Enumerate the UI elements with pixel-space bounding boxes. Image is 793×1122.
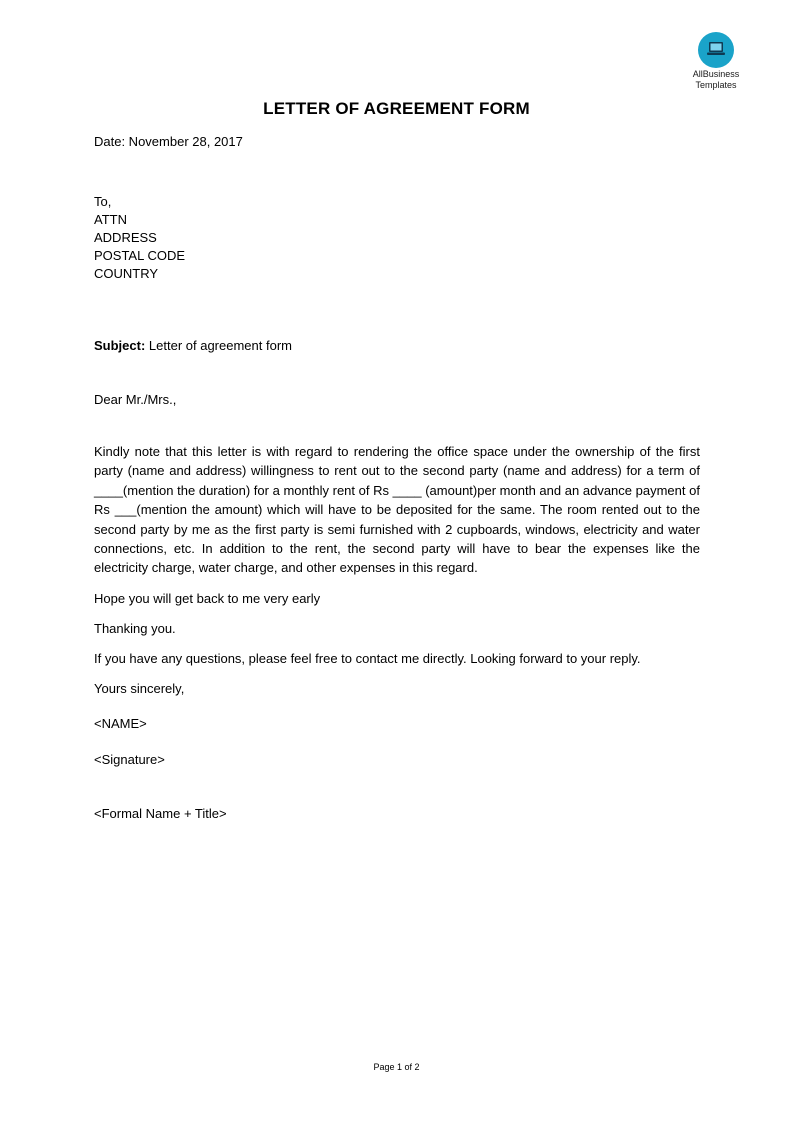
closing-thanking: Thanking you. <box>94 621 176 636</box>
allbusiness-logo <box>686 32 746 90</box>
subject-text: Letter of agreement form <box>145 338 292 353</box>
closing-signature: <Signature> <box>94 752 165 767</box>
subject-line <box>94 337 292 355</box>
logo-text-line1: AllBusiness <box>692 69 740 79</box>
body-paragraph: Kindly note that this letter is with regard to rendering the office space under the ownership of the first party (name and address) willingness to rent out to the second party (name and address) for a term of ____(mention the duration) for a monthly rent of Rs ____ (amount)per month and an advance payment of Rs ___(mention the amount) which will have to be deposited for the same. The room rented out to the second party by me as the first party is semi furnished with 2 cupboards, windows, electricity and water connections, etc. In addition to the rent, the second party will have to bear the expenses like the electricity charge, water charge, and other expenses in this regard. <box>94 444 700 576</box>
salutation: Dear Mr./Mrs., <box>94 392 177 407</box>
closing-name: <NAME> <box>94 716 147 731</box>
recipient-to: To, <box>94 194 112 209</box>
recipient-postal-code: POSTAL CODE <box>94 248 186 263</box>
laptop-icon <box>698 32 734 68</box>
recipient-address: ADDRESS <box>94 230 157 245</box>
page-number: Page 1 of 2 <box>373 1062 420 1072</box>
page-title: LETTER OF AGREEMENT FORM <box>263 99 530 118</box>
recipient-country: COUNTRY <box>94 266 159 281</box>
closing-hope: Hope you will get back to me very early <box>94 591 321 606</box>
letter-date: Date: November 28, 2017 <box>94 134 243 149</box>
logo-text-line2: Templates <box>695 80 737 90</box>
closing-questions: If you have any questions, please feel free to contact me directly. Looking forward to your reply. <box>94 651 641 666</box>
closing-formal-name: <Formal Name + Title> <box>94 806 227 821</box>
recipient-attn: ATTN <box>94 212 127 227</box>
closing-yours: Yours sincerely, <box>94 681 185 696</box>
subject-label: Subject: <box>94 338 146 353</box>
